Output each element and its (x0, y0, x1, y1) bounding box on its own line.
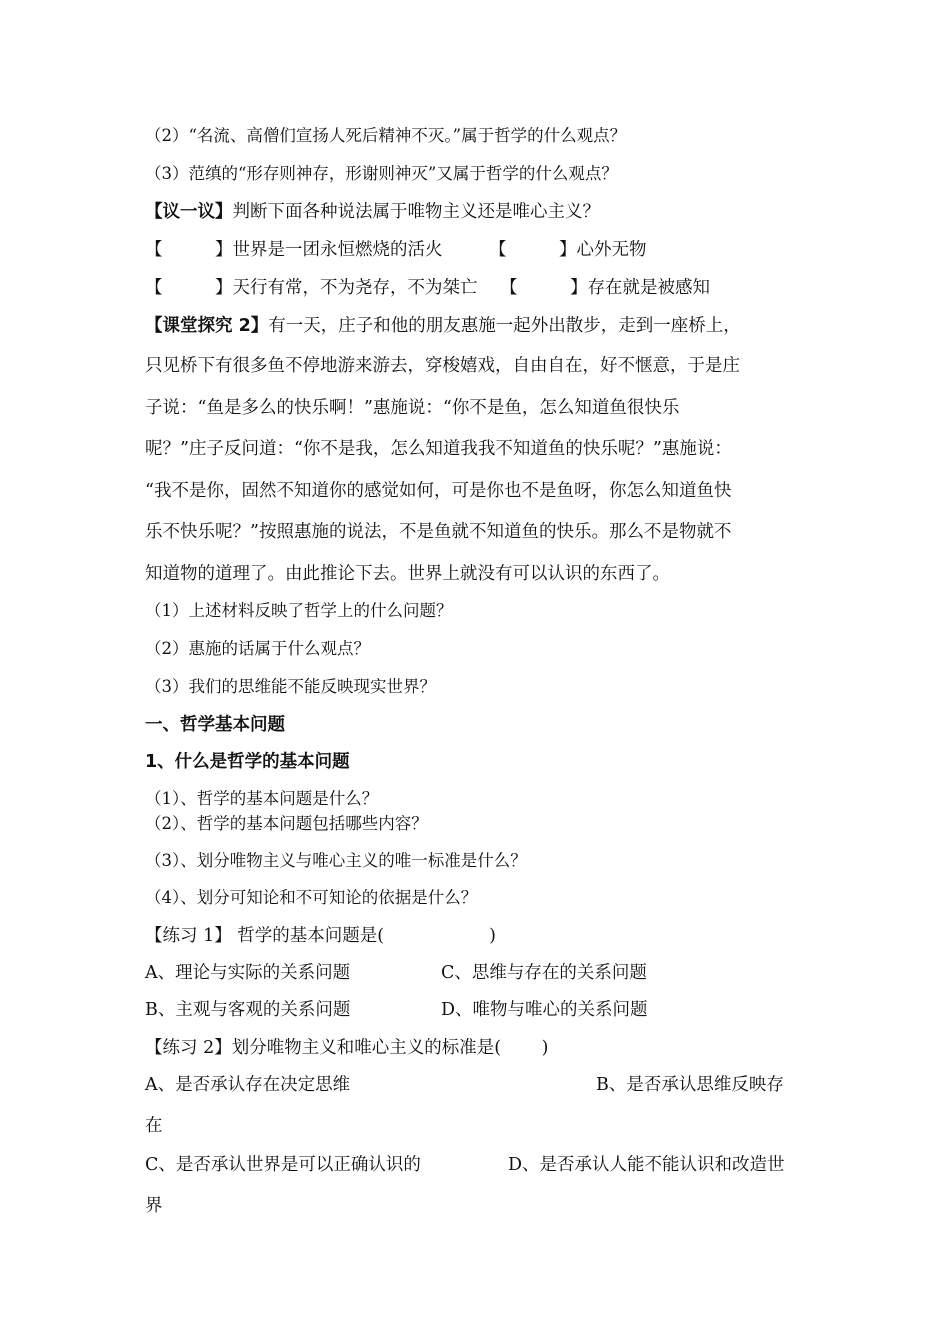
exercise1-option-b: B、主观与客观的关系问题 (145, 1000, 351, 1020)
exercise2-option-a: A、是否承认存在决定思维 (145, 1075, 351, 1095)
exploration-line-4: 呢？”庄子反问道：“你不是我，怎么知道我我不知道鱼的快乐呢？”惠施说： (145, 439, 732, 459)
exploration-line-5: “我不是你，固然不知道你的感觉如何，可是你也不是鱼呀，你怎么知道鱼快 (145, 481, 732, 501)
outline-question-4: （4）、划分可知论和不可知论的依据是什么？ (145, 888, 478, 907)
exploration-line-3: 子说：“鱼是多么的快乐啊！”惠施说：“你不是鱼，怎么知道鱼很快乐 (145, 398, 680, 418)
exercise2-stem: 【练习 2】划分唯物主义和唯心主义的标准是( ) (145, 1038, 549, 1058)
exploration-line-2: 只见桥下有很多鱼不停地游来游去，穿梭嬉戏，自由自在，好不惬意，于是庄 (145, 356, 740, 376)
discussion-item-3: 【 】天行有常，不为尧存，不为桀亡 (145, 278, 478, 298)
subsection-title: 1、什么是哲学的基本问题 (145, 752, 350, 772)
exercise2-option-c: C、是否承认世界是可以正确认识的 (145, 1155, 421, 1175)
exploration-question-1: （1）上述材料反映了哲学上的什么问题？ (145, 601, 453, 620)
exercise2-option-b: B、是否承认思维反映存 (596, 1075, 784, 1095)
discussion-item-2: 【 】心外无物 (489, 240, 647, 260)
section-title: 一、哲学基本问题 (145, 715, 285, 735)
exercise1-stem: 【练习 1】 哲学的基本问题是( ) (145, 926, 496, 946)
intro-question-2: （2）“名流、高僧们宣扬人死后精神不灭。”属于哲学的什么观点？ (145, 126, 627, 145)
outline-question-3: （3）、划分唯物主义与唯心主义的唯一标准是什么？ (145, 851, 527, 870)
exploration-question-2: （2）惠施的话属于什么观点？ (145, 639, 370, 658)
discussion-prompt: 判断下面各种说法属于唯物主义还是唯心主义？ (232, 202, 600, 222)
exercise2-option-d-cont: 界 (145, 1196, 163, 1216)
exercise1-option-c: C、思维与存在的关系问题 (441, 963, 647, 983)
exploration-line-6: 乐不快乐呢？”按照惠施的说法，不是鱼就不知道鱼的快乐。那么不是物就不 (145, 522, 732, 542)
outline-question-2: （2）、哲学的基本问题包括哪些内容？ (145, 814, 428, 833)
discussion-item-1: 【 】世界是一团永恒燃烧的活火 (145, 240, 443, 260)
outline-question-1: （1）、哲学的基本问题是什么？ (145, 789, 379, 808)
intro-question-3: （3）范缜的“形存则神存，形谢则神灭”又属于哲学的什么观点？ (145, 164, 618, 183)
discussion-line (145, 200, 600, 224)
exercise2-option-b-cont: 在 (145, 1116, 163, 1136)
exercise1-option-a: A、理论与实际的关系问题 (145, 963, 351, 983)
exploration-line-7: 知道物的道理了。由此推论下去。世界上就没有可以认识的东西了。 (145, 564, 670, 584)
exercise1-option-d: D、唯物与唯心的关系问题 (441, 1000, 648, 1020)
discussion-heading: 【议一议】 (145, 202, 233, 222)
discussion-item-4: 【 】存在就是被感知 (500, 278, 710, 298)
exercise2-option-d: D、是否承认人能不能认识和改造世 (508, 1155, 785, 1175)
exploration-line-1: 【课堂探究 2】有一天，庄子和他的朋友惠施一起外出散步，走到一座桥上， (145, 316, 741, 336)
exploration-heading: 【课堂探究 2】 (145, 316, 269, 336)
exploration-question-3: （3）我们的思维能不能反映现实世界？ (145, 677, 436, 696)
